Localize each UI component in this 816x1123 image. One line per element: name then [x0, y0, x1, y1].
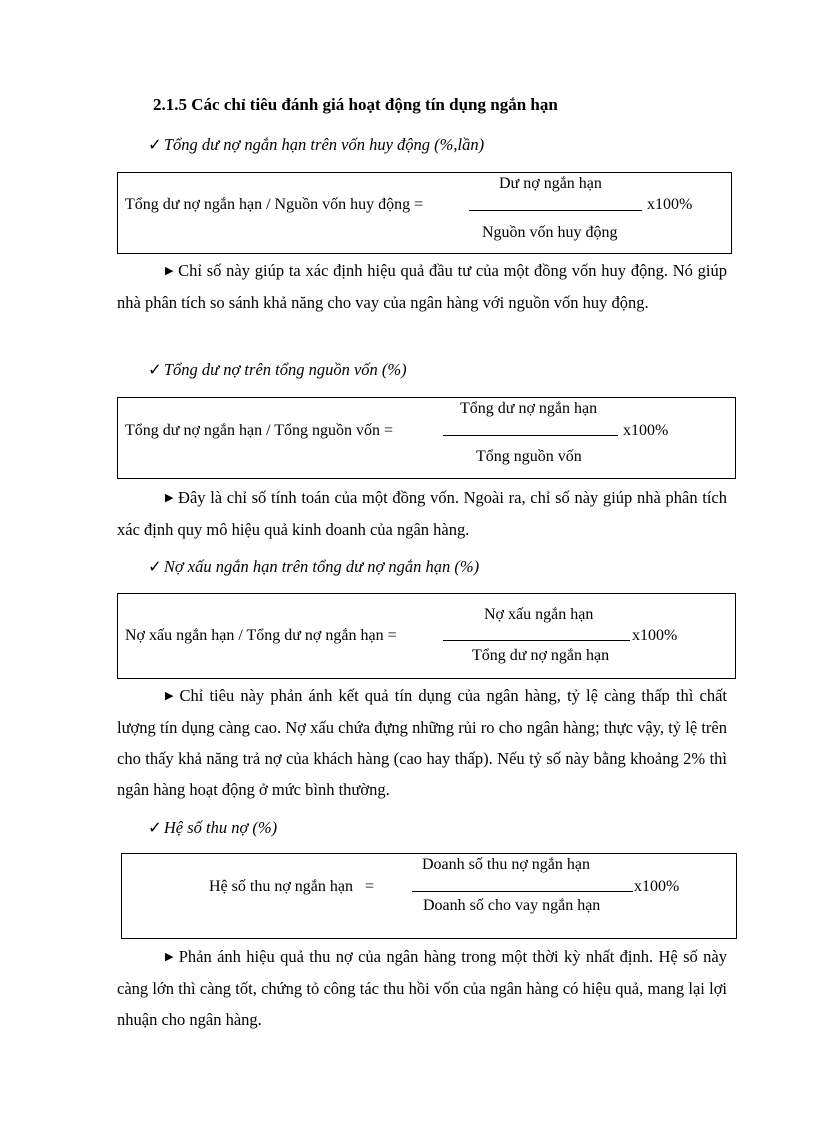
formula-box-4	[121, 853, 737, 939]
check-icon: ✓	[148, 818, 162, 837]
bullet-triangle-icon: ▶	[165, 265, 175, 277]
fraction-bar	[443, 640, 630, 641]
bullet-triangle-icon: ▶	[165, 951, 175, 963]
paragraph-4	[117, 941, 727, 1035]
formula-numerator: Nợ xấu ngắn hạn	[484, 606, 594, 623]
subtitle-3	[148, 557, 479, 577]
formula-lhs: Tổng dư nợ ngắn hạn / Nguồn vốn huy động =	[125, 196, 424, 213]
check-icon: ✓	[148, 557, 162, 576]
fraction-bar	[412, 891, 633, 892]
check-icon: ✓	[148, 360, 162, 379]
formula-multiplier: x100%	[623, 422, 669, 439]
formula-numerator: Dư nợ ngắn hạn	[499, 175, 602, 192]
formula-numerator: Tổng dư nợ ngắn hạn	[460, 400, 598, 417]
formula-denominator: Nguồn vốn huy động	[482, 224, 618, 241]
fraction-bar	[443, 435, 618, 436]
formula-denominator: Tổng dư nợ ngắn hạn	[472, 647, 610, 664]
formula-denominator: Doanh số cho vay ngắn hạn	[423, 897, 601, 914]
subtitle-text: Tổng dư nợ trên tổng nguồn vốn (%)	[163, 360, 407, 379]
check-icon: ✓	[148, 135, 162, 154]
subtitle-2	[148, 360, 407, 380]
formula-multiplier: x100%	[647, 196, 693, 213]
paragraph-1	[117, 255, 727, 318]
subtitle-4	[148, 818, 277, 838]
subtitle-1	[148, 135, 484, 155]
paragraph-text: Phản ánh hiệu quả thu nợ của ngân hàng trong một thời kỳ nhất định. Hệ số này càng lớn thì càng tốt, chứng tỏ công tác thu hồi vốn của ngân hàng có hiệu quả, mang lại lợi nhuận cho ngân hàng.	[117, 947, 727, 1029]
formula-denominator: Tổng nguồn vốn	[476, 448, 582, 465]
formula-lhs: Hệ số thu nợ ngắn hạn =	[209, 878, 375, 895]
formula-numerator: Doanh số thu nợ ngắn hạn	[422, 856, 590, 873]
formula-box-2	[117, 397, 736, 479]
paragraph-3	[117, 680, 727, 805]
formula-box-1	[117, 172, 732, 254]
bullet-triangle-icon: ▶	[165, 492, 175, 504]
paragraph-text: Chỉ số này giúp ta xác định hiệu quả đầu tư của một đồng vốn huy động. Nó giúp nhà phân tích so sánh khả năng cho vay của ngân hàng với nguồn vốn huy động.	[117, 261, 727, 312]
subtitle-text: Nợ xấu ngắn hạn trên tổng dư nợ ngắn hạn (%)	[163, 557, 480, 576]
formula-box-3	[117, 593, 736, 679]
bullet-triangle-icon: ▶	[165, 690, 176, 702]
formula-multiplier: x100%	[634, 878, 680, 895]
paragraph-text: Đây là chỉ số tính toán của một đồng vốn. Ngoài ra, chỉ số này giúp nhà phân tích xác định quy mô hiệu quả kinh doanh của ngân hàng.	[117, 488, 727, 539]
subtitle-text: Hệ số thu nợ (%)	[163, 818, 278, 837]
formula-lhs: Nợ xấu ngắn hạn / Tổng dư nợ ngắn hạn =	[125, 627, 397, 644]
formula-multiplier: x100%	[632, 627, 678, 644]
section-heading: 2.1.5 Các chỉ tiêu đánh giá hoạt động tín dụng ngắn hạn	[153, 95, 558, 114]
fraction-bar	[469, 210, 642, 211]
paragraph-2	[117, 482, 727, 545]
subtitle-text: Tổng dư nợ ngắn hạn trên vốn huy động (%,lần)	[163, 135, 485, 154]
formula-lhs: Tổng dư nợ ngắn hạn / Tổng nguồn vốn =	[125, 422, 394, 439]
paragraph-text: Chỉ tiêu này phản ánh kết quả tín dụng của ngân hàng, tỷ lệ càng thấp thì chất lượng tín dụng càng cao. Nợ xấu chứa đựng những rủi ro cho ngân hàng; thực vậy, tỷ lệ trên cho thấy khả năng trả nợ của khách hàng (cao hay thấp). Nếu tỷ số này bằng khoảng 2% thì ngân hàng hoạt động ở mức bình thường.	[117, 686, 727, 799]
